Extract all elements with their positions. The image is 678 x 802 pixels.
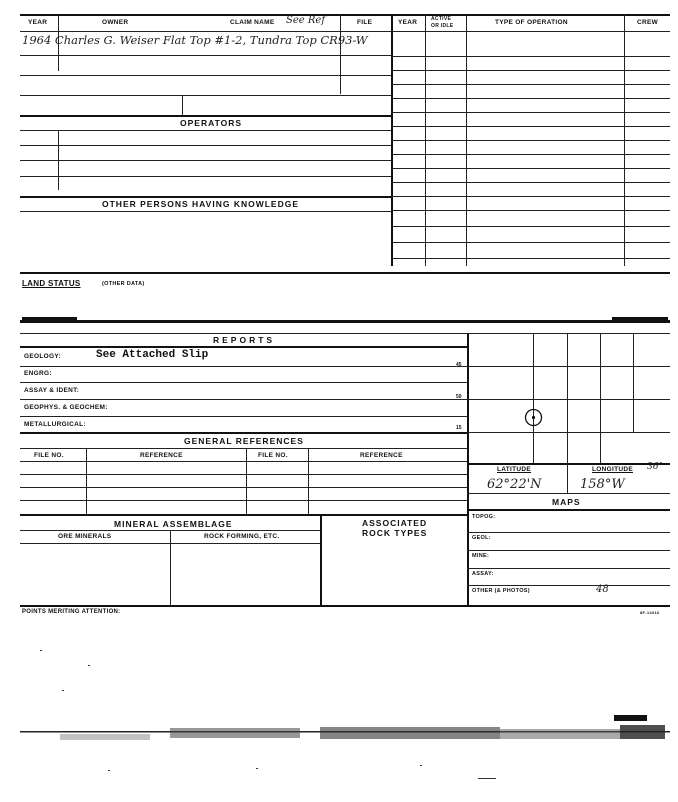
ore-minerals-label: ORE MINERALS	[58, 533, 112, 540]
location-circle-icon	[524, 408, 543, 427]
maps-assay: ASSAY:	[472, 571, 494, 577]
reports-heading: REPORTS	[213, 335, 276, 345]
header-owner: OWNER	[102, 19, 129, 26]
operators-heading: OPERATORS	[180, 118, 243, 128]
maps-geol: GEOL:	[472, 535, 491, 541]
longitude-label: LONGITUDE	[592, 466, 633, 473]
points-meriting-attention-label: POINTS MERITING ATTENTION:	[22, 609, 121, 615]
report-label-metallurgical: METALLURGICAL:	[24, 421, 86, 428]
maps-other-mark: 48	[596, 584, 609, 595]
associated-heading: ASSOCIATED	[362, 518, 428, 528]
ref-col-file-no-1: FILE NO.	[34, 452, 64, 459]
ref-col-reference-2: REFERENCE	[360, 452, 403, 459]
header-type-of-operation: TYPE OF OPERATION	[495, 19, 568, 26]
longitude-extra: 36°	[647, 462, 663, 472]
header-year: YEAR	[28, 19, 48, 26]
handwritten-note: See Ref	[286, 15, 326, 26]
maps-topog: TOPOG:	[472, 514, 496, 520]
header-year-2: YEAR	[398, 19, 418, 26]
report-num-geology: 45	[456, 362, 462, 368]
report-label-geology: GEOLOGY:	[24, 353, 61, 360]
land-status-label: LAND STATUS	[22, 279, 81, 288]
header-or-idle: OR IDLE	[431, 23, 454, 29]
latitude-label: LATITUDE	[497, 466, 532, 473]
ref-col-file-no-2: FILE NO.	[258, 452, 288, 459]
other-persons-heading: OTHER PERSONS HAVING KNOWLEDGE	[102, 199, 300, 209]
form-number: 8F-14016	[640, 610, 660, 615]
maps-other: OTHER (& PHOTOS)	[472, 588, 530, 594]
handwritten-entry: 1964 Charles G. Weiser Flat Top #1-2, Tundra Top CR93-W	[22, 33, 368, 47]
latitude-value: 62°22'N	[487, 477, 542, 492]
report-value-geology: See Attached Slip	[96, 349, 209, 361]
report-num-metallurgical: 15	[456, 425, 462, 431]
maps-heading: MAPS	[552, 497, 581, 507]
land-status-sub: (OTHER DATA)	[102, 281, 145, 287]
mineral-assemblage-heading: MINERAL ASSEMBLAGE	[114, 519, 233, 529]
scan-noise-band	[20, 715, 670, 760]
report-label-assay: ASSAY & IDENT:	[24, 387, 80, 394]
rock-forming-label: ROCK FORMING, ETC.	[204, 533, 280, 540]
header-active: ACTIVE	[431, 16, 452, 22]
header-file: FILE	[357, 19, 373, 26]
header-crew: CREW	[637, 19, 659, 26]
header-claim-name: CLAIM NAME	[230, 19, 275, 26]
maps-mine: MINE:	[472, 553, 490, 559]
report-label-engrg: ENGRG:	[24, 370, 52, 377]
longitude-value: 158°W	[580, 477, 625, 492]
rock-types-heading: ROCK TYPES	[362, 528, 428, 538]
general-references-heading: GENERAL REFERENCES	[184, 436, 304, 446]
report-num-assay: 50	[456, 394, 462, 400]
report-label-geophys: GEOPHYS. & GEOCHEM:	[24, 404, 108, 411]
ref-col-reference-1: REFERENCE	[140, 452, 183, 459]
